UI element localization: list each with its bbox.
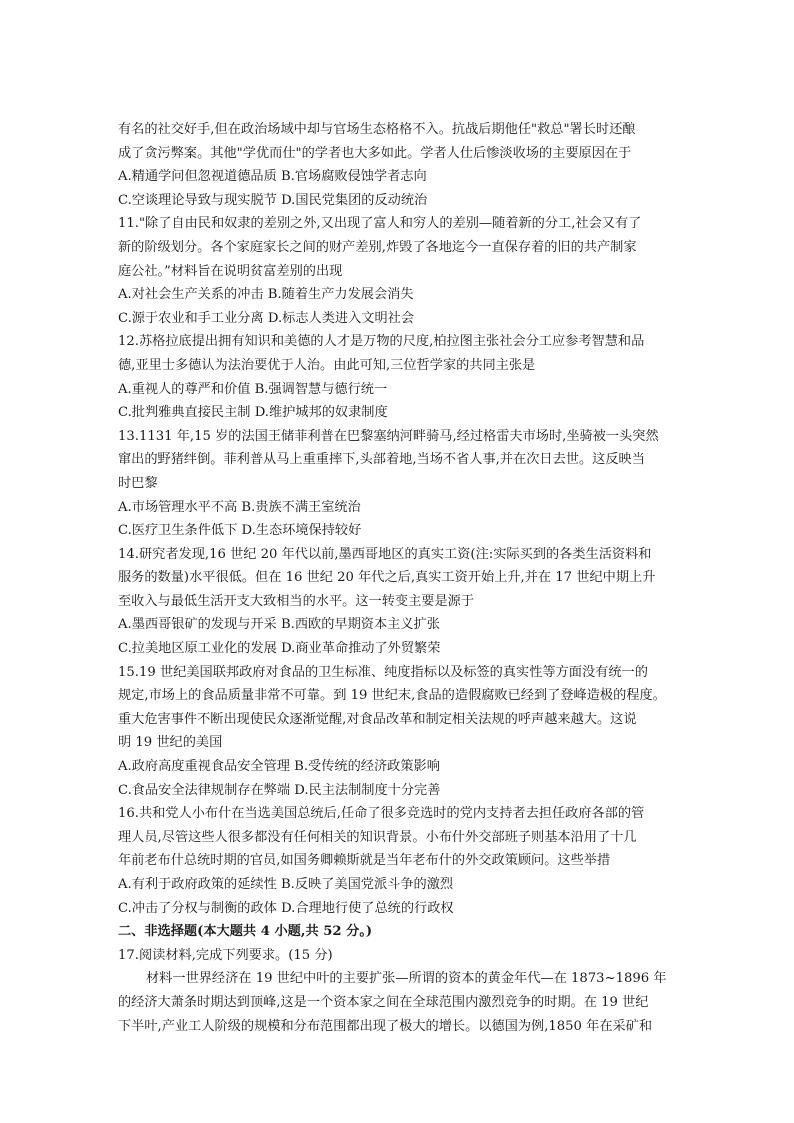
text-line: 下半叶,产业工人阶级的规模和分布范围都出现了极大的增长。以德国为例,1850 年在采矿和 bbox=[118, 1018, 653, 1034]
answer-option: A.墨西哥银矿的发现与开采 B.西欧的早期资本主义扩张 bbox=[118, 617, 440, 633]
answer-option: C.拉美地区原工业化的发展 D.商业革命推动了外贸繁荣 bbox=[118, 641, 441, 657]
text-line: 服务的数量)水平很低。但在 16 世纪 20 年代之后,真实工资开始上升,并在 17 世纪中期上升 bbox=[118, 570, 656, 586]
text-line: 理人员,尽管这些人很多都没有任何相关的知识背景。小布什外交部班子则基本沿用了十几 bbox=[118, 829, 637, 845]
answer-option: C.批判雅典直接民主制 D.维护城邦的奴隶制度 bbox=[118, 405, 388, 421]
text-line: 窜出的野猪绊倒。菲利普从马上重重摔下,头部着地,当场不省人事,并在次日去世。这反映当 bbox=[118, 452, 645, 468]
answer-option: C.空谈理论导致与现实脱节 D.国民党集团的反动统治 bbox=[118, 192, 428, 208]
answer-option: A.精通学问但忽视道德品质 B.官场腐败侵蚀学者志向 bbox=[118, 169, 427, 185]
text-line: 的经济大萧条时期达到顶峰,这是一个资本家之间在全球范围内激烈竞争的时期。在 19 世纪 bbox=[118, 994, 649, 1010]
question-12: 12.苏格拉底提出拥有知识和美德的人才是万物的尺度,柏拉图主张社会分工应参考智慧和品 bbox=[118, 334, 645, 350]
answer-option: A.市场管理水平不高 B.贵族不满王室统治 bbox=[118, 499, 361, 515]
text-line: 德,亚里士多德认为法治要优于人治。由此可知,三位哲学家的共同主张是 bbox=[118, 357, 536, 373]
answer-option: C.源于农业和手工业分离 D.标志人类进入文明社会 bbox=[118, 310, 415, 326]
text-line: 成了贪污弊案。其他"学优而仕"的学者也大多如此。学者人仕后惨淡收场的主要原因在于 bbox=[118, 145, 632, 161]
text-line: 明 19 世纪的美国 bbox=[118, 735, 223, 751]
text-line: 有名的社交好手,但在政治场域中却与官场生态格格不入。抗战后期他任"救总"署长时还酿 bbox=[118, 122, 636, 137]
answer-option: A.对社会生产关系的冲击 B.随着生产力发展会消失 bbox=[118, 287, 414, 303]
answer-option: A.有利于政府政策的延续性 B.反映了美国党派斗争的激烈 bbox=[118, 877, 454, 892]
material-paragraph: 材料一世界经济在 19 世纪中叶的主要扩张—所谓的资本的黄金年代—在 1873~1896 年 bbox=[146, 971, 667, 987]
answer-option: C.医疗卫生条件低下 D.生态环境保持较好 bbox=[118, 523, 362, 539]
text-line: 年前老布什总统时期的官员,如国务卿赖斯就是当年老布什的外交政策顾问。这些举措 bbox=[118, 853, 611, 869]
question-14: 14.研究者发现,16 世纪 20 年代以前,墨西哥地区的真实工资(注:实际买到的各类生活资料和 bbox=[118, 546, 652, 562]
question-17: 17.阅读材料,完成下列要求。(15 分) bbox=[118, 947, 333, 963]
question-13: 13.1131 年,15 岁的法国王储菲利普在巴黎塞纳河畔骑马,经过格雷夫市场时,坐骑被一头突然 bbox=[118, 428, 659, 444]
question-15: 15.19 世纪美国联邦政府对食品的卫生标准、纯度指标以及标签的真实性等方面没有统一的 bbox=[118, 664, 648, 680]
exam-page bbox=[118, 118, 680, 1038]
section-heading: 二、非选择题(本大题共 4 小题,共 52 分。) bbox=[118, 924, 373, 940]
answer-option: C.食品安全法律规制存在弊端 D.民主法制制度十分完善 bbox=[118, 782, 441, 798]
text-line: 规定,市场上的食品质量非常不可靠。到 19 世纪末,食品的造假腐败已经到了登峰造极的程度。 bbox=[118, 688, 666, 704]
text-line: 至收入与最低生活开支大致相当的水平。这一转变主要是源于 bbox=[118, 593, 475, 609]
answer-option: C.冲击了分权与制衡的政体 D.合理地行使了总统的行政权 bbox=[118, 900, 454, 916]
text-line: 时巴黎 bbox=[118, 475, 158, 491]
answer-option: A.政府高度重视食品安全管理 B.受传统的经济政策影响 bbox=[118, 759, 440, 775]
text-line: 新的阶级划分。各个家庭家长之间的财产差别,炸毁了各地迄今一直保存着的旧的共产制家 bbox=[118, 239, 637, 255]
question-16: 16.共和党人小布什在当选美国总统后,任命了很多竞选时的党内支持者去担任政府各部的管 bbox=[118, 806, 645, 822]
text-line: 庭公社。”材料旨在说明贫富差别的出现 bbox=[118, 263, 343, 279]
answer-option: A.重视人的尊严和价值 B.强调智慧与德行统一 bbox=[118, 381, 388, 397]
text-line: 重大危害事件不断出现使民众逐渐觉醒,对食品改革和制定相关法规的呼声越来越大。这说 bbox=[118, 711, 637, 727]
question-11: 11."除了自由民和奴隶的差别之外,又出现了富人和穷人的差别—随着新的分工,社会又有了 bbox=[118, 216, 642, 232]
